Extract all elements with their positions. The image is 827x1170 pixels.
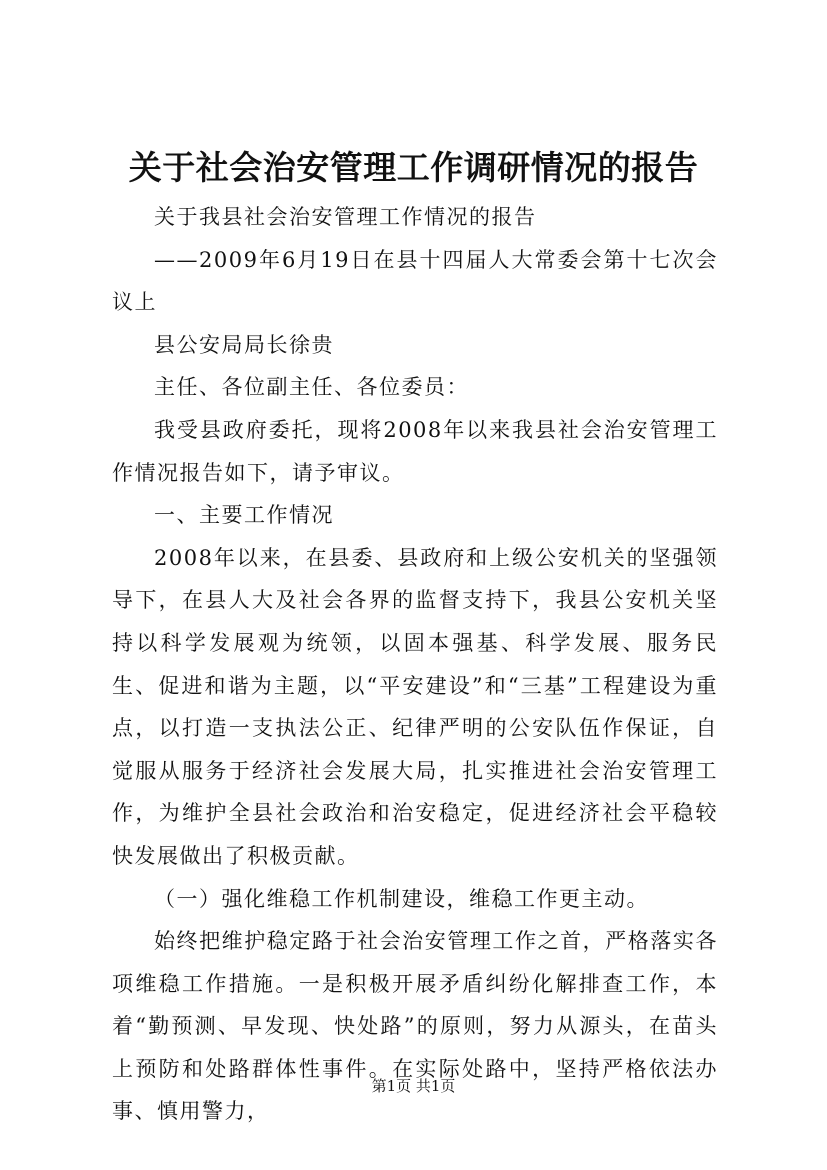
paragraph-subsection-heading: （一）强化维稳工作机制建设，维稳工作更主动。 [154, 886, 649, 911]
paragraph-subtitle: 关于我县社会治安管理工作情况的报告 [154, 205, 537, 229]
paragraph-author: 县公安局局长徐贵 [154, 332, 334, 357]
paragraph-salutation: 主任、各位副主任、各位委员： [154, 375, 469, 400]
page-number-footer: 第1页 共1页 [371, 1077, 456, 1095]
document-body [112, 196, 718, 1133]
paragraph-stability-work: 始终把维护稳定路于社会治安管理工作之首，严格落实各项维稳工作措施。一是积极开展矛盾纠纷化解排查工作，本着“勤预测、早发现、快处路”的原则，努力从源头，在苗头上预防和处路群体性事件。在实际处路中，坚持严格依法办事、慎用警力， [112, 929, 718, 1124]
document-title: 关于社会治安管理工作调研情况的报告 [128, 148, 699, 187]
paragraph-section-heading: 一、主要工作情况 [154, 503, 334, 528]
paragraph-overview: 2008年以来，在县委、县政府和上级公安机关的坚强领导下，在县人大及社会各界的监督支持下，我县公安机关坚持以科学发展观为统领，以固本强基、科学发展、服务民生、促进和谐为主题，以“平安建设”和“三基”工程建设为重点，以打造一支执法公正、纪律严明的公安队伍作保证，自觉服从服务于经济社会发展大局，扎实推进社会治安管理工作，为维护全县社会政治和治安稳定，促进经济社会平稳较快发展做出了积极贡献。 [112, 545, 718, 868]
paragraph-intro: 我受县政府委托，现将2008年以来我县社会治安管理工作情况报告如下，请予审议。 [112, 417, 718, 485]
paragraph-meeting-date: ——2009年6月19日在县十四届人大常委会第十七次会议上 [112, 247, 718, 315]
